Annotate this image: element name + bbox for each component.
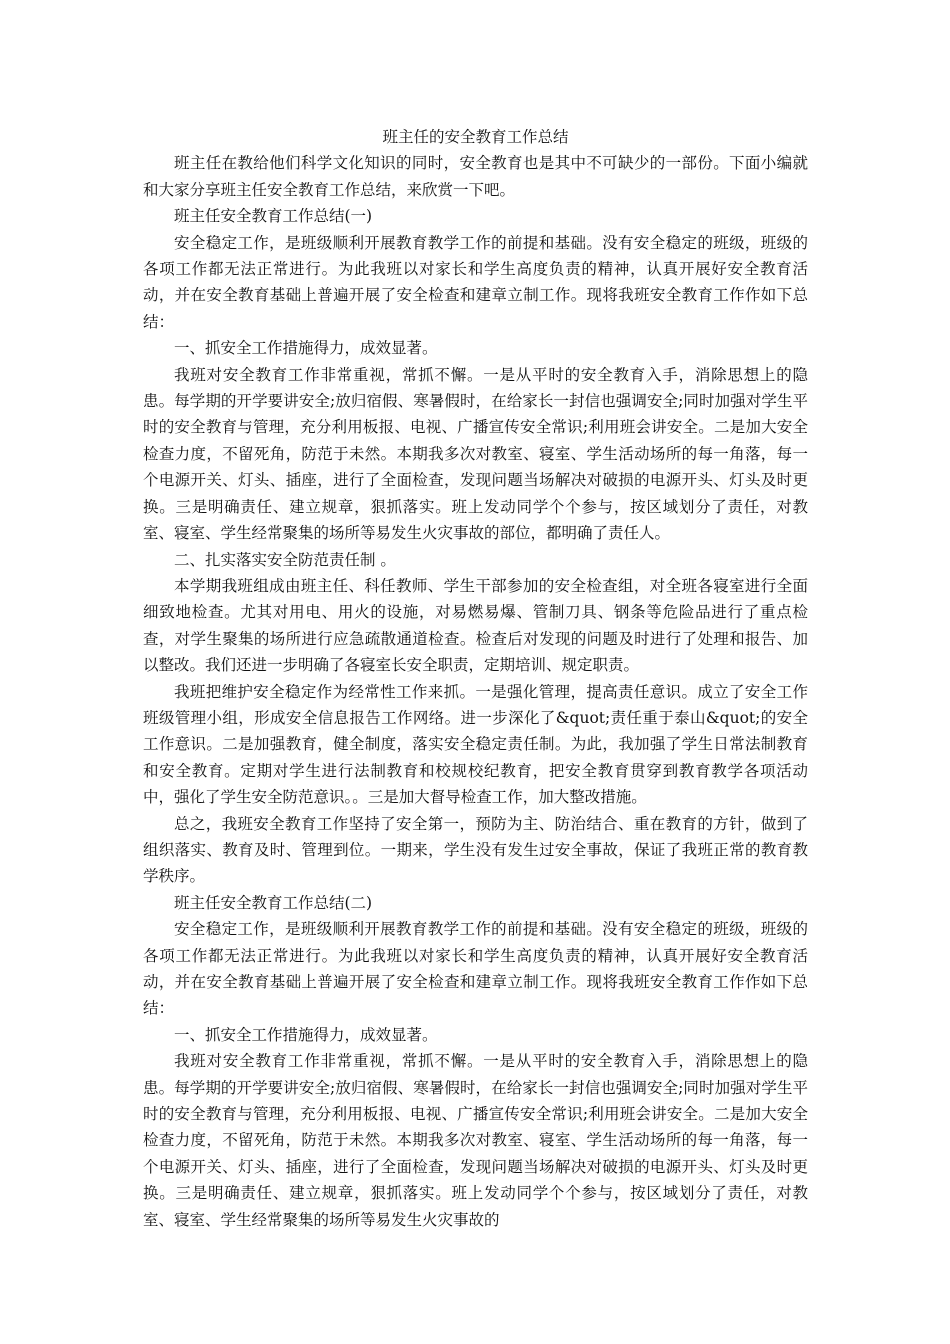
document-title: 班主任的安全教育工作总结 — [382, 128, 569, 146]
section-heading-2: 班主任安全教育工作总结(二) — [174, 893, 373, 912]
body-paragraph: 我班对安全教育工作非常重视，常抓不懈。一是从平时的安全教育入手，消除思想上的隐患。每学期的开学要讲安全;放归宿假、寒暑假时，在给家长一封信也强调安全;同时加强对学生平时的安全教育与管理，充分利用板报、电视、广播宣传安全常识;利用班会讲安全。二是加大安全检查力度，不留死角，防范于未然。本期我多次对教室、寝室、学生活动场所的每一角落，每一个电源开关、灯头、插座，进行了全面检查，发现问题当场解决对破损的电源开头、灯头及时更换。三是明确责任、建立规章，狠抓落实。班上发动同学个个参与，按区域划分了责任，对教室、寝室、学生经常聚集的场所等易发生火灾事故的 — [143, 1052, 808, 1229]
body-paragraph: 我班对安全教育工作非常重视，常抓不懈。一是从平时的安全教育入手，消除思想上的隐患。每学期的开学要讲安全;放归宿假、寒暑假时，在给家长一封信也强调安全;同时加强对学生平时的安全教育与管理，充分利用板报、电视、广播宣传安全常识;利用班会讲安全。二是加大安全检查力度，不留死角，防范于未然。本期我多次对教室、寝室、学生活动场所的每一角落，每一个电源开关、灯头、插座，进行了全面检查，发现问题当场解决对破损的电源开头、灯头及时更换。三是明确责任、建立规章，狠抓落实。班上发动同学个个参与，按区域划分了责任，对教室、寝室、学生经常聚集的场所等易发生火灾事故的部位，都明确了责任人。 — [143, 365, 808, 543]
body-paragraph: 本学期我班组成由班主任、科任教师、学生干部参加的安全检查组，对全班各寝室进行全面细致地检查。尤其对用电、用火的设施，对易燃易爆、管制刀具、钢条等危险品进行了重点检查，对学生聚集的场所进行应急疏散通道检查。检查后对发现的问题及时进行了处理和报告、加以整改。我们还进一步明确了各寝室长安全职责，定期培训、规定职责。 — [143, 576, 808, 675]
document-page — [143, 124, 808, 1233]
body-paragraph: 我班把维护安全稳定作为经常性工作来抓。一是强化管理，提高责任意识。成立了安全工作班级管理小组，形成安全信息报告工作网络。进一步深化了&quot;责任重于泰山&quot;的安全工作意识。二是加强教育，健全制度，落实安全稳定责任制。为此，我加强了学生日常法制教育和安全教育。定期对学生进行法制教育和校规校纪教育，把安全教育贯穿到教育教学各项活动中，强化了学生安全防范意识。。三是加大督导检查工作，加大整改措施。 — [143, 682, 808, 807]
body-paragraph: 安全稳定工作，是班级顺利开展教育教学工作的前提和基础。没有安全稳定的班级，班级的各项工作都无法正常进行。为此我班以对家长和学生高度负责的精神，认真开展好安全教育活动，并在安全教育基础上普遍开展了安全检查和建章立制工作。现将我班安全教育工作作如下总结： — [143, 920, 808, 1018]
subheading: 二、扎实落实安全防范责任制 。 — [174, 550, 396, 569]
section-heading-1: 班主任安全教育工作总结(一) — [174, 207, 373, 226]
body-paragraph: 总之，我班安全教育工作坚持了安全第一，预防为主、防治结合、重在教育的方针，做到了组织落实、教育及时、管理到位。一期来，学生没有发生过安全事故，保证了我班正常的教育教学秩序。 — [143, 814, 808, 886]
body-paragraph: 安全稳定工作，是班级顺利开展教育教学工作的前提和基础。没有安全稳定的班级，班级的各项工作都无法正常进行。为此我班以对家长和学生高度负责的精神，认真开展好安全教育活动，并在安全教育基础上普遍开展了安全检查和建章立制工作。现将我班安全教育工作作如下总结： — [143, 233, 808, 331]
subheading: 一、抓安全工作措施得力，成效显著。 — [174, 339, 438, 358]
subheading: 一、抓安全工作措施得力，成效显著。 — [174, 1025, 438, 1044]
intro-paragraph: 班主任在教给他们科学文化知识的同时，安全教育也是其中不可缺少的一部份。下面小编就和大家分享班主任安全教育工作总结，来欣赏一下吧。 — [143, 154, 808, 199]
